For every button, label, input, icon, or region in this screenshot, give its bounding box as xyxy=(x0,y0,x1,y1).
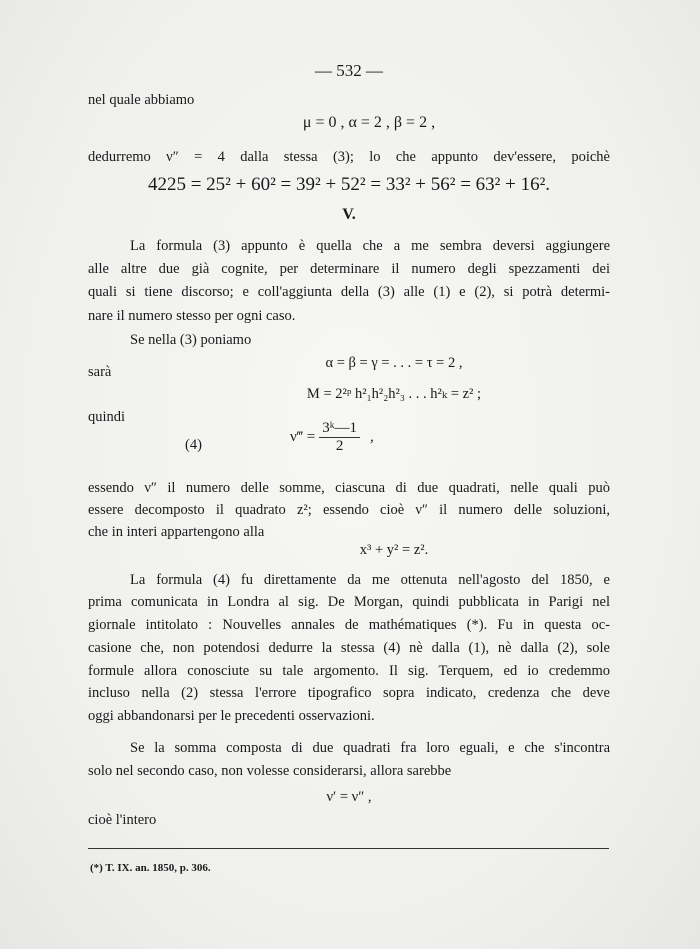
text-line: oggi abbandonarsi per le precedenti osservazioni. xyxy=(88,708,375,724)
footnote: (*) T. IX. an. 1850, p. 306. xyxy=(90,862,211,874)
denominator: 2 xyxy=(335,438,344,454)
numerator: 3ᵏ—1 xyxy=(319,420,360,438)
text-line: quindi xyxy=(88,409,126,425)
equation: x³ + y² = z². xyxy=(359,542,429,558)
text-line: Se nella (3) poniamo xyxy=(130,332,252,348)
equation: M = 2²ᵖ h²₁h²₂h²₃ . . . h²ₖ = z² ; xyxy=(306,386,482,402)
text-line: La formula (4) fu direttamente da me ottenuta nell'agosto del 1850, e xyxy=(130,572,610,588)
equation-label: (4) xyxy=(185,437,202,453)
page-number: — 532 — xyxy=(315,61,383,80)
text-line: formule allora conosciute su tale argomento. Il sig. Terquem, ed io credemmo xyxy=(88,663,610,679)
equation: α = β = γ = . . . = τ = 2 , xyxy=(325,355,463,371)
text-line: che in interi appartengono alla xyxy=(88,524,265,540)
text-line: Se la somma composta di due quadrati fra loro eguali, e che s'incontra xyxy=(130,740,610,756)
text-line: incluso nella (2) stessa l'errore tipografico sopra indicato, credenza che deve xyxy=(88,685,610,701)
text-line: solo nel secondo caso, non volesse considerarsi, allora sarebbe xyxy=(88,763,452,779)
fraction xyxy=(319,420,360,455)
text-line: giornale intitolato : Nouvelles annales de mathématiques (*). Fu in questa oc- xyxy=(88,617,610,633)
footnote-divider xyxy=(88,848,609,849)
equation-tail: , xyxy=(369,429,374,445)
equation: 4225 = 25² + 60² = 39² + 52² = 33² + 56² = 63² + 16². xyxy=(147,174,551,195)
text-line: cioè l'intero xyxy=(88,812,157,828)
text-line: quali si tiene discorso; e coll'aggiunta della (3) alle (1) e (2), si potrà determi- xyxy=(88,284,610,300)
text-line: casione che, non potendosi dedurre la stessa (4) nè dalla (1), nè dalla (2), sole xyxy=(88,640,610,656)
section-heading: V. xyxy=(342,206,356,223)
text-line: dedurremo ν″ = 4 dalla stessa (3); lo che appunto dev'essere, poichè xyxy=(88,149,610,165)
text-line: sarà xyxy=(88,364,112,380)
text-line: prima comunicata in Londra al sig. De Morgan, quindi pubblicata in Parigi nel xyxy=(88,594,610,610)
text-line: essere decomposto il quadrato z²; essendo cioè ν″ il numero delle soluzioni, xyxy=(88,502,610,518)
equation: μ = 0 , α = 2 , β = 2 , xyxy=(302,114,436,131)
text-line: nare il numero stesso per ogni caso. xyxy=(88,308,296,324)
text-line: La formula (3) appunto è quella che a me sembra deversi aggiungere xyxy=(130,238,610,254)
equation-4 xyxy=(290,420,374,455)
equation-lhs: ν‴ = xyxy=(290,429,316,445)
text-line: alle altre due già cognite, per determinare il numero degli spezzamenti dei xyxy=(88,261,610,277)
equation: ν′ = ν″ , xyxy=(326,789,372,805)
text-line: nel quale abbiamo xyxy=(88,92,195,108)
text-line: essendo ν″ il numero delle somme, ciascuna di due quadrati, nelle quali può xyxy=(88,480,610,496)
